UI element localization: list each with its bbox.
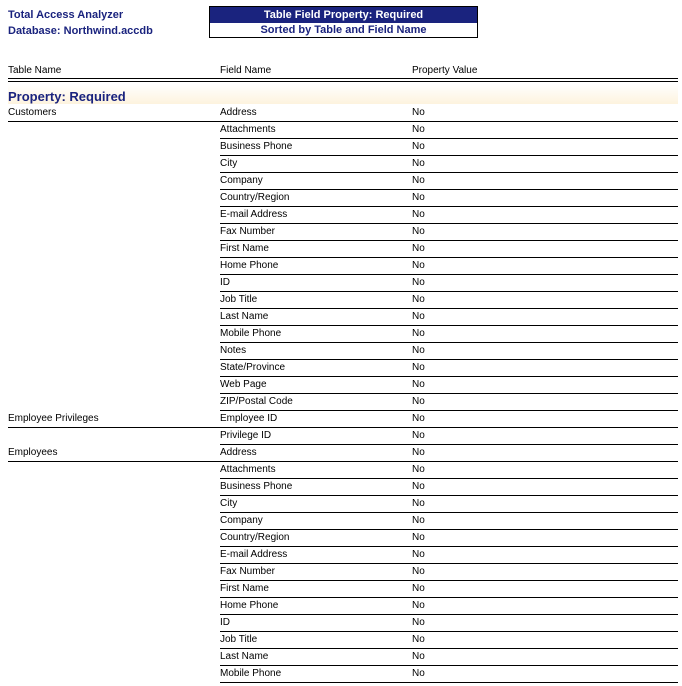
- table-row: [0, 190, 682, 207]
- field-name-cell: Web Page: [220, 379, 267, 390]
- property-value-cell: No: [412, 498, 425, 509]
- property-value-cell: No: [412, 583, 425, 594]
- table-row: [0, 445, 682, 462]
- property-value-cell: No: [412, 481, 425, 492]
- table-row: [0, 615, 682, 632]
- table-row: [0, 326, 682, 343]
- field-name-cell: Country/Region: [220, 192, 290, 203]
- table-row: [0, 428, 682, 445]
- field-name-cell: Home Phone: [220, 600, 279, 611]
- property-value-cell: No: [412, 430, 425, 441]
- report-title: Table Field Property: Required: [210, 7, 477, 23]
- property-value-cell: No: [412, 226, 425, 237]
- table-row: [0, 462, 682, 479]
- table-row: [0, 122, 682, 139]
- table-row: [0, 581, 682, 598]
- table-row: [0, 224, 682, 241]
- property-value-cell: No: [412, 141, 425, 152]
- property-value-cell: No: [412, 668, 425, 679]
- property-value-cell: No: [412, 328, 425, 339]
- property-value-cell: No: [412, 294, 425, 305]
- field-name-cell: Notes: [220, 345, 247, 356]
- property-value-cell: No: [412, 464, 425, 475]
- field-name-cell: Country/Region: [220, 532, 290, 543]
- row-separator: [220, 682, 678, 683]
- table-row: [0, 309, 682, 326]
- property-value-cell: No: [412, 634, 425, 645]
- field-name-cell: City: [220, 158, 238, 169]
- table-name-cell: Employees: [8, 447, 58, 458]
- field-name-cell: Attachments: [220, 124, 276, 135]
- table-row: [0, 513, 682, 530]
- table-row: [0, 598, 682, 615]
- property-value-cell: No: [412, 566, 425, 577]
- table-row: [0, 173, 682, 190]
- table-row: [0, 564, 682, 581]
- table-row: [0, 496, 682, 513]
- field-name-cell: E-mail Address: [220, 209, 288, 220]
- field-name-cell: Company: [220, 515, 263, 526]
- field-name-cell: Last Name: [220, 311, 269, 322]
- table-row: [0, 343, 682, 360]
- field-name-cell: City: [220, 498, 238, 509]
- property-value-cell: No: [412, 651, 425, 662]
- table-name-cell: Customers: [8, 107, 57, 118]
- report-title-box: [209, 6, 478, 38]
- table-row: [0, 241, 682, 258]
- property-value-cell: No: [412, 209, 425, 220]
- table-row: [0, 649, 682, 666]
- field-name-cell: Mobile Phone: [220, 668, 282, 679]
- table-row: [0, 666, 682, 683]
- property-value-cell: No: [412, 515, 425, 526]
- field-name-cell: Attachments: [220, 464, 276, 475]
- field-name-cell: Fax Number: [220, 566, 276, 577]
- property-value-cell: No: [412, 396, 425, 407]
- property-value-cell: No: [412, 549, 425, 560]
- group-title: Property: Required: [8, 89, 126, 104]
- property-value-cell: No: [412, 600, 425, 611]
- table-row: [0, 105, 682, 122]
- field-name-cell: State/Province: [220, 362, 286, 373]
- table-row: [0, 292, 682, 309]
- property-value-cell: No: [412, 192, 425, 203]
- table-row: [0, 258, 682, 275]
- table-row: [0, 547, 682, 564]
- field-name-cell: Business Phone: [220, 481, 293, 492]
- column-header-field-name: Field Name: [220, 65, 272, 76]
- property-value-cell: No: [412, 617, 425, 628]
- field-name-cell: Home Phone: [220, 260, 279, 271]
- app-name: Total Access Analyzer: [8, 9, 124, 21]
- property-value-cell: No: [412, 158, 425, 169]
- table-row: [0, 632, 682, 649]
- field-name-cell: ID: [220, 617, 230, 628]
- property-value-cell: No: [412, 345, 425, 356]
- field-name-cell: Address: [220, 107, 257, 118]
- field-name-cell: Last Name: [220, 651, 269, 662]
- header-rule-top: [8, 78, 678, 79]
- field-name-cell: Privilege ID: [220, 430, 272, 441]
- property-value-cell: No: [412, 311, 425, 322]
- property-value-cell: No: [412, 532, 425, 543]
- property-value-cell: No: [412, 447, 425, 458]
- table-name-cell: Employee Privileges: [8, 413, 99, 424]
- table-row: [0, 530, 682, 547]
- property-value-cell: No: [412, 260, 425, 271]
- property-value-cell: No: [412, 175, 425, 186]
- property-value-cell: No: [412, 107, 425, 118]
- column-header-property-value: Property Value: [412, 65, 478, 76]
- field-name-cell: Fax Number: [220, 226, 276, 237]
- field-name-cell: Address: [220, 447, 257, 458]
- field-name-cell: Job Title: [220, 294, 258, 305]
- table-row: [0, 394, 682, 411]
- report-subtitle: Sorted by Table and Field Name: [260, 24, 427, 36]
- field-name-cell: ZIP/Postal Code: [220, 396, 293, 407]
- header-rule-bottom: [8, 81, 678, 82]
- report-rows: [0, 105, 682, 683]
- table-row: [0, 377, 682, 394]
- property-value-cell: No: [412, 379, 425, 390]
- property-value-cell: No: [412, 362, 425, 373]
- property-value-cell: No: [412, 277, 425, 288]
- table-row: [0, 411, 682, 428]
- column-header-table-name: Table Name: [8, 65, 62, 76]
- property-value-cell: No: [412, 124, 425, 135]
- table-row: [0, 156, 682, 173]
- database-name: Database: Northwind.accdb: [8, 25, 153, 37]
- table-row: [0, 360, 682, 377]
- field-name-cell: First Name: [220, 243, 269, 254]
- table-row: [0, 139, 682, 156]
- field-name-cell: ID: [220, 277, 230, 288]
- property-value-cell: No: [412, 413, 425, 424]
- table-row: [0, 275, 682, 292]
- field-name-cell: Job Title: [220, 634, 258, 645]
- table-row: [0, 207, 682, 224]
- field-name-cell: Mobile Phone: [220, 328, 282, 339]
- table-row: [0, 479, 682, 496]
- field-name-cell: Employee ID: [220, 413, 278, 424]
- field-name-cell: First Name: [220, 583, 269, 594]
- field-name-cell: Business Phone: [220, 141, 293, 152]
- field-name-cell: E-mail Address: [220, 549, 288, 560]
- property-value-cell: No: [412, 243, 425, 254]
- field-name-cell: Company: [220, 175, 263, 186]
